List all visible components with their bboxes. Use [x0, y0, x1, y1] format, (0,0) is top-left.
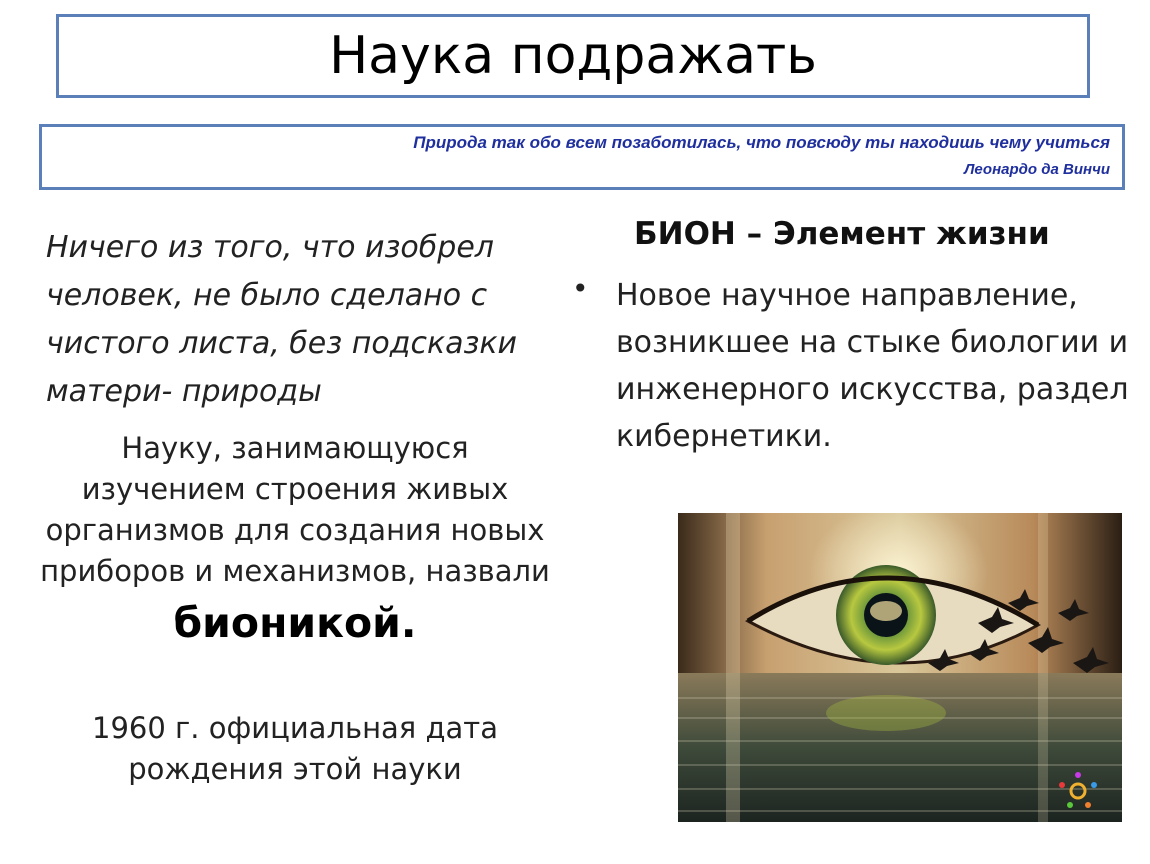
bullet-text: Новое научное направление, возникшее на стыке биологии и инженерного искусства, раздел кибернетики.	[616, 278, 1129, 454]
birth-date-text: 1960 г. официальная дата рождения этой науки	[92, 711, 498, 786]
bullet-icon: •	[572, 272, 589, 305]
bion-heading: БИОН – Элемент жизни	[634, 216, 1050, 252]
nature-statement: Ничего из того, что изобрел человек, не было сделано с чистого листа, без подсказки матери- природы	[46, 230, 518, 409]
bionics-term: бионикой.	[173, 599, 417, 647]
eye-over-water-icon	[678, 513, 1122, 822]
science-definition	[40, 428, 550, 654]
quote-text: Природа так обо всем позаботилась, что повсюду ты находишь чему учиться	[413, 133, 1110, 152]
eye-photo	[678, 513, 1122, 822]
slide-title: Наука подражать	[329, 26, 817, 86]
science-description: Науку, занимающуюся изучением строения живых организмов для создания новых приборов и механизмов, назвали	[40, 431, 550, 588]
title-box	[56, 14, 1090, 98]
quote-author: Леонардо да Винчи	[964, 161, 1110, 178]
quote-box	[39, 124, 1125, 190]
